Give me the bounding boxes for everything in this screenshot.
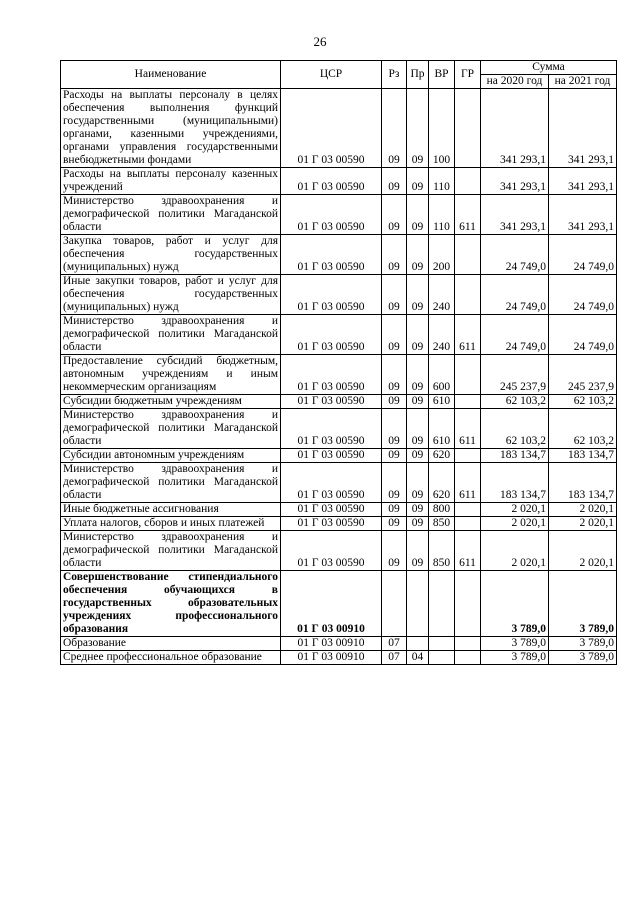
row-pr: 09 [407,463,429,503]
header-vr: ВР [429,61,455,89]
header-rz: Рз [382,61,407,89]
header-2021: на 2021 год [549,75,617,89]
row-sum-2020: 62 103,2 [481,395,549,409]
row-sum-2021: 62 103,2 [549,409,617,449]
table-row [61,275,617,315]
row-rz: 09 [382,195,407,235]
row-csr: 01 Г 03 00590 [281,168,382,195]
row-sum-2020: 2 020,1 [481,517,549,531]
row-gr: 611 [455,409,481,449]
row-name: Иные бюджетные ассигнования [61,503,281,517]
row-gr [455,275,481,315]
row-rz: 09 [382,89,407,168]
row-vr: 110 [429,195,455,235]
row-rz [382,571,407,637]
row-name: Среднее профессиональное образование [61,651,281,665]
budget-table [60,60,617,665]
table-row [61,637,617,651]
row-gr [455,449,481,463]
row-sum-2021: 24 749,0 [549,315,617,355]
row-pr: 09 [407,395,429,409]
row-csr: 01 Г 03 00590 [281,355,382,395]
row-sum-2021: 24 749,0 [549,235,617,275]
row-sum-2020: 3 789,0 [481,637,549,651]
header-name: Наименование [61,61,281,89]
row-sum-2021: 245 237,9 [549,355,617,395]
row-sum-2020: 24 749,0 [481,275,549,315]
row-sum-2021: 3 789,0 [549,651,617,665]
row-rz: 09 [382,503,407,517]
row-rz: 09 [382,395,407,409]
row-vr [429,637,455,651]
row-rz: 09 [382,168,407,195]
row-vr: 850 [429,517,455,531]
row-csr: 01 Г 03 00590 [281,315,382,355]
row-name: Расходы на выплаты персоналу казенных учреждений [61,168,281,195]
row-sum-2021: 2 020,1 [549,503,617,517]
row-sum-2021: 183 134,7 [549,463,617,503]
row-sum-2020: 62 103,2 [481,409,549,449]
header-csr: ЦСР [281,61,382,89]
row-csr: 01 Г 03 00590 [281,195,382,235]
row-csr: 01 Г 03 00910 [281,571,382,637]
row-vr: 850 [429,531,455,571]
row-gr [455,517,481,531]
row-pr: 09 [407,531,429,571]
row-rz: 07 [382,651,407,665]
row-sum-2020: 3 789,0 [481,651,549,665]
row-pr: 09 [407,355,429,395]
row-name: Предоставление субсидий бюджетным, автономным учреждениям и иным некоммерческим организациям [61,355,281,395]
row-rz: 09 [382,409,407,449]
row-sum-2021: 341 293,1 [549,89,617,168]
row-name: Субсидии автономным учреждениям [61,449,281,463]
row-name: Министерство здравоохранения и демографической политики Магаданской области [61,531,281,571]
row-vr: 200 [429,235,455,275]
row-name: Иные закупки товаров, работ и услуг для обеспечения государственных (муниципальных) нужд [61,275,281,315]
row-pr: 09 [407,409,429,449]
table-row [61,89,617,168]
row-pr: 09 [407,89,429,168]
row-pr: 09 [407,235,429,275]
table-row [61,463,617,503]
row-vr: 620 [429,463,455,503]
row-sum-2020: 341 293,1 [481,195,549,235]
table-row [61,571,617,637]
row-pr: 09 [407,503,429,517]
row-sum-2020: 24 749,0 [481,315,549,355]
row-sum-2021: 341 293,1 [549,195,617,235]
row-gr [455,235,481,275]
row-pr: 09 [407,195,429,235]
row-pr: 09 [407,449,429,463]
row-vr: 800 [429,503,455,517]
row-rz: 09 [382,531,407,571]
row-sum-2020: 245 237,9 [481,355,549,395]
row-vr: 610 [429,395,455,409]
row-name: Министерство здравоохранения и демографической политики Магаданской области [61,409,281,449]
row-pr: 09 [407,275,429,315]
row-gr [455,651,481,665]
row-csr: 01 Г 03 00590 [281,395,382,409]
table-row [61,168,617,195]
row-name: Образование [61,637,281,651]
row-gr: 611 [455,315,481,355]
row-pr: 09 [407,168,429,195]
row-sum-2021: 24 749,0 [549,275,617,315]
row-name: Уплата налогов, сборов и иных платежей [61,517,281,531]
row-rz: 09 [382,517,407,531]
row-rz: 09 [382,463,407,503]
table-row [61,355,617,395]
row-csr: 01 Г 03 00590 [281,235,382,275]
row-csr: 01 Г 03 00590 [281,275,382,315]
row-name: Министерство здравоохранения и демографической политики Магаданской области [61,463,281,503]
row-sum-2021: 62 103,2 [549,395,617,409]
row-gr: 611 [455,463,481,503]
row-gr [455,89,481,168]
row-pr [407,637,429,651]
row-pr: 09 [407,315,429,355]
row-name: Расходы на выплаты персоналу в целях обеспечения выполнения функций государственными (муниципальными) органами, казенными учреждениями, органами управления государственными внебюджетными фондами [61,89,281,168]
header-sum: Сумма [481,61,617,75]
row-sum-2020: 3 789,0 [481,571,549,637]
row-sum-2021: 2 020,1 [549,517,617,531]
row-vr: 620 [429,449,455,463]
row-csr: 01 Г 03 00590 [281,409,382,449]
row-sum-2020: 2 020,1 [481,503,549,517]
row-sum-2020: 24 749,0 [481,235,549,275]
row-gr [455,395,481,409]
row-pr: 09 [407,517,429,531]
row-rz: 09 [382,449,407,463]
row-name: Совершенствование стипендиального обеспечения обучающихся в государственных образовательных учреждениях профессионального образования [61,571,281,637]
row-csr: 01 Г 03 00590 [281,517,382,531]
row-name: Закупка товаров, работ и услуг для обеспечения государственных (муниципальных) нужд [61,235,281,275]
row-sum-2020: 183 134,7 [481,463,549,503]
table-row [61,195,617,235]
row-gr: 611 [455,195,481,235]
row-csr: 01 Г 03 00910 [281,637,382,651]
row-sum-2021: 183 134,7 [549,449,617,463]
row-sum-2020: 2 020,1 [481,531,549,571]
row-rz: 07 [382,637,407,651]
row-vr: 110 [429,168,455,195]
row-csr: 01 Г 03 00590 [281,531,382,571]
row-sum-2021: 3 789,0 [549,637,617,651]
row-sum-2021: 2 020,1 [549,531,617,571]
row-gr [455,168,481,195]
row-name: Субсидии бюджетным учреждениям [61,395,281,409]
row-name: Министерство здравоохранения и демографической политики Магаданской области [61,315,281,355]
header-pr: Пр [407,61,429,89]
row-pr [407,571,429,637]
row-gr [455,637,481,651]
row-vr: 600 [429,355,455,395]
row-rz: 09 [382,315,407,355]
row-gr [455,571,481,637]
row-rz: 09 [382,355,407,395]
page-number: 26 [313,34,327,49]
row-sum-2020: 341 293,1 [481,168,549,195]
row-csr: 01 Г 03 00910 [281,651,382,665]
row-rz: 09 [382,275,407,315]
table-row [61,449,617,463]
table-row [61,409,617,449]
table-row [61,315,617,355]
row-csr: 01 Г 03 00590 [281,449,382,463]
row-sum-2020: 341 293,1 [481,89,549,168]
row-gr: 611 [455,531,481,571]
row-csr: 01 Г 03 00590 [281,463,382,503]
table-row [61,395,617,409]
row-gr [455,503,481,517]
row-vr: 240 [429,275,455,315]
header-gr: ГР [455,61,481,89]
row-sum-2020: 183 134,7 [481,449,549,463]
header-2020: на 2020 год [481,75,549,89]
table-row [61,235,617,275]
row-sum-2021: 3 789,0 [549,571,617,637]
row-pr: 04 [407,651,429,665]
table-row [61,531,617,571]
row-csr: 01 Г 03 00590 [281,503,382,517]
row-csr: 01 Г 03 00590 [281,89,382,168]
table-row [61,517,617,531]
row-vr: 240 [429,315,455,355]
row-gr [455,355,481,395]
row-sum-2021: 341 293,1 [549,168,617,195]
row-vr [429,651,455,665]
row-vr [429,571,455,637]
table-row [61,651,617,665]
row-name: Министерство здравоохранения и демографической политики Магаданской области [61,195,281,235]
row-vr: 100 [429,89,455,168]
row-vr: 610 [429,409,455,449]
row-rz: 09 [382,235,407,275]
table-row [61,503,617,517]
